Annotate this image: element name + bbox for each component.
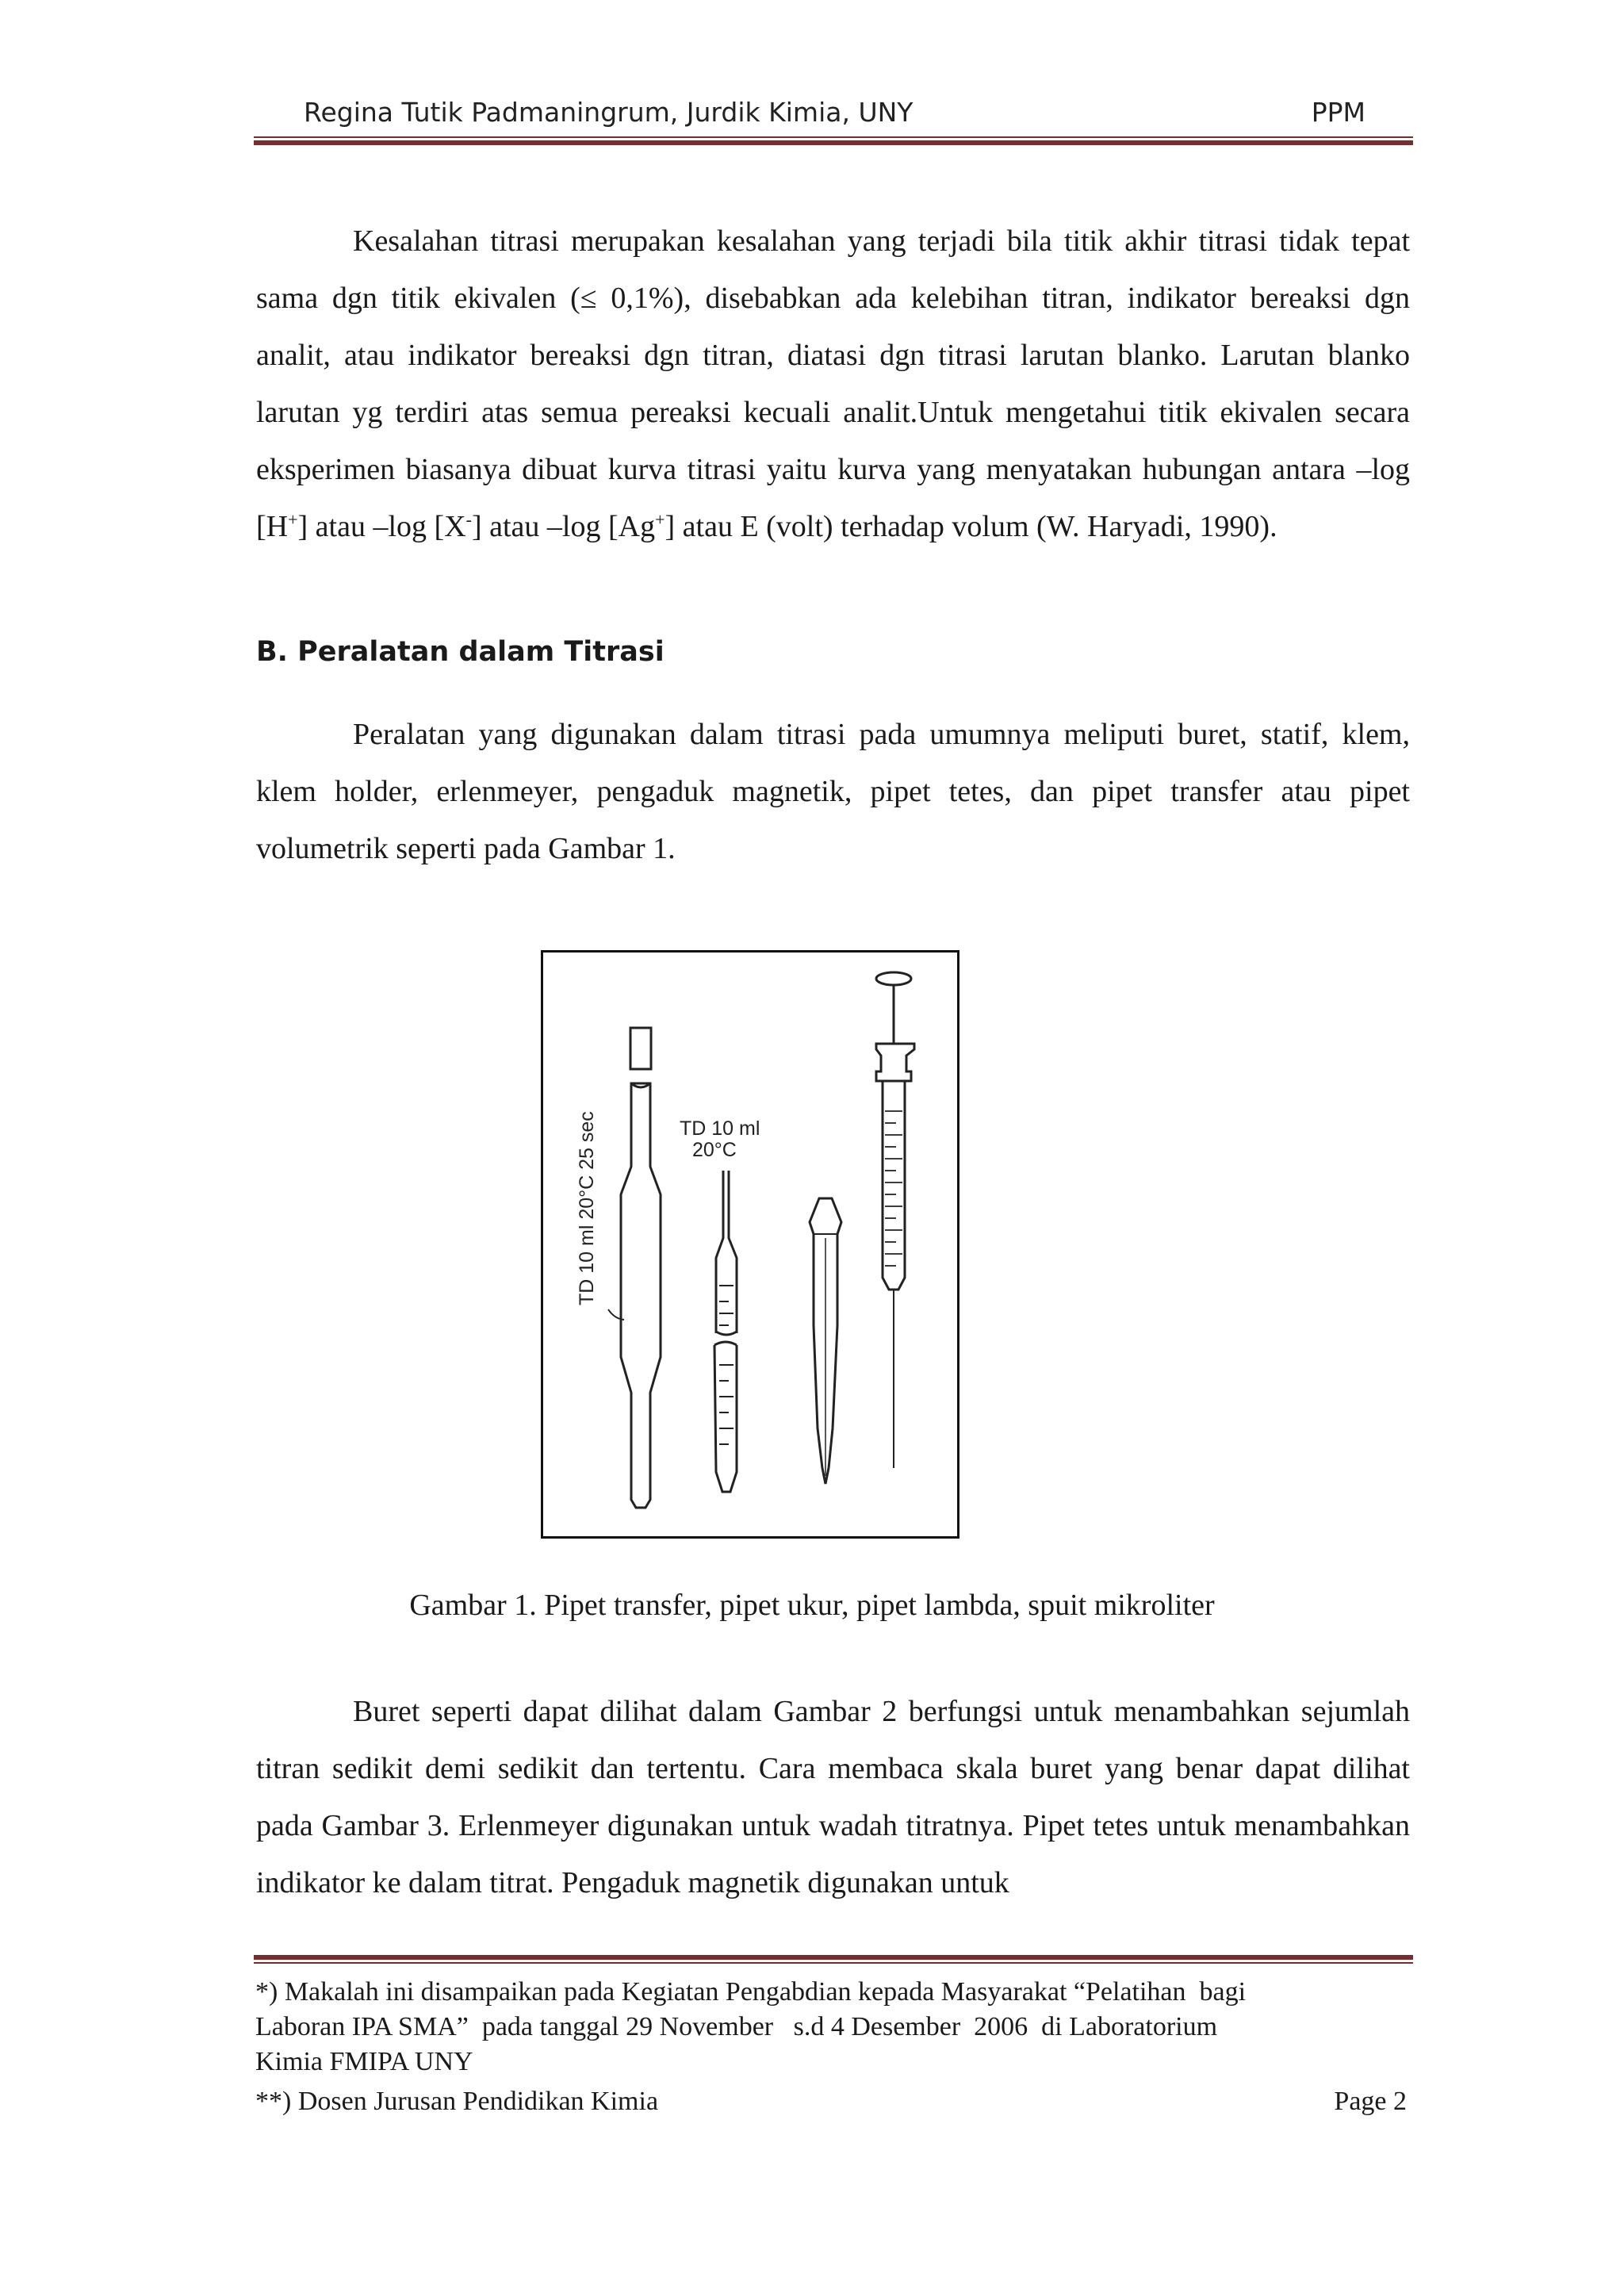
footnote-line-1: *) Makalah ini disampaikan pada Kegiatan Pengabdian kepada Masyarakat “Pelatihan bagi [255,1977,1247,2007]
footer-rule-thick [254,1955,1413,1960]
footnote-line-3: Kimia FMIPA UNY [255,2047,473,2076]
graduated-label-1: TD 10 ml [680,1117,760,1140]
lambda-pipette [810,1198,841,1484]
section-heading: B. Peralatan dalam Titrasi [256,636,665,668]
figure-pipettes [541,950,959,1539]
paragraph-titration-error: Kesalahan titrasi merupakan kesalahan yang terjadi bila titik akhir titrasi tidak tepat sama dgn titik ekivalen (≤ 0,1%), disebabkan ada kelebihan titran, indikator bereaksi dgn analit, atau indikator bereaksi dgn titran, diatasi dgn titrasi larutan blanko. Larutan blanko larutan yg terdiri atas semua pereaksi kecuali analit.Untuk mengetahui titik ekivalen secara eksperimen biasanya dibuat kurva titrasi yaitu kurva yang menyatakan hubungan antara –log [H+] atau –log [X-] atau –log [Ag+] atau E (volt) terhadap volum (W. Haryadi, 1990). [256,224,1410,543]
footer-rule-thin [254,1962,1413,1964]
transfer-pipette-label: TD 10 ml 20°C 25 sec [576,1111,598,1305]
page-number: Page 2 [1334,2087,1407,2116]
graduated-pipette [680,1117,760,1492]
page-header [254,97,1404,135]
header-rule-thin [254,136,1413,138]
paragraph-equipment: Peralatan yang digunakan dalam titrasi pada umumnya meliputi buret, statif, klem, klem holder, erlenmeyer, pengaduk magnetik, pipet tetes, dan pipet transfer atau pipet volumetrik seperti pada Gambar 1. [256,718,1410,865]
pipettes-illustration [543,953,957,1536]
header-author: Regina Tutik Padmaningrum, Jurdik Kimia, UNY [304,97,914,128]
transfer-pipette [576,1028,661,1508]
footnotes [255,1975,1413,2119]
figure-caption: Gambar 1. Pipet transfer, pipet ukur, pipet lambda, spuit mikroliter [409,1589,1215,1622]
header-rule-thick [254,140,1413,145]
paragraph-buret: Buret seperti dapat dilihat dalam Gambar 2 berfungsi untuk menambahkan sejumlah titran sedikit demi sedikit dan tertentu. Cara membaca skala buret yang benar dapat dilihat pada Gambar 3. Erlenmeyer digunakan untuk wadah titratnya. Pipet tetes untuk menambahkan indikator ke dalam titrat. Pengaduk magnetik digunakan untuk [256,1695,1410,1899]
footnote-line-2: Laboran IPA SMA” pada tanggal 29 November s.d 4 Desember 2006 di Laboratorium [255,2012,1218,2041]
microliter-syringe [876,972,914,1468]
graduated-label-2: 20°C [692,1139,737,1161]
footnote-last-row [255,2084,1413,2119]
footnote-line-4: **) Dosen Jurusan Pendidikan Kimia [255,2087,659,2116]
header-tag: PPM [1311,97,1365,128]
